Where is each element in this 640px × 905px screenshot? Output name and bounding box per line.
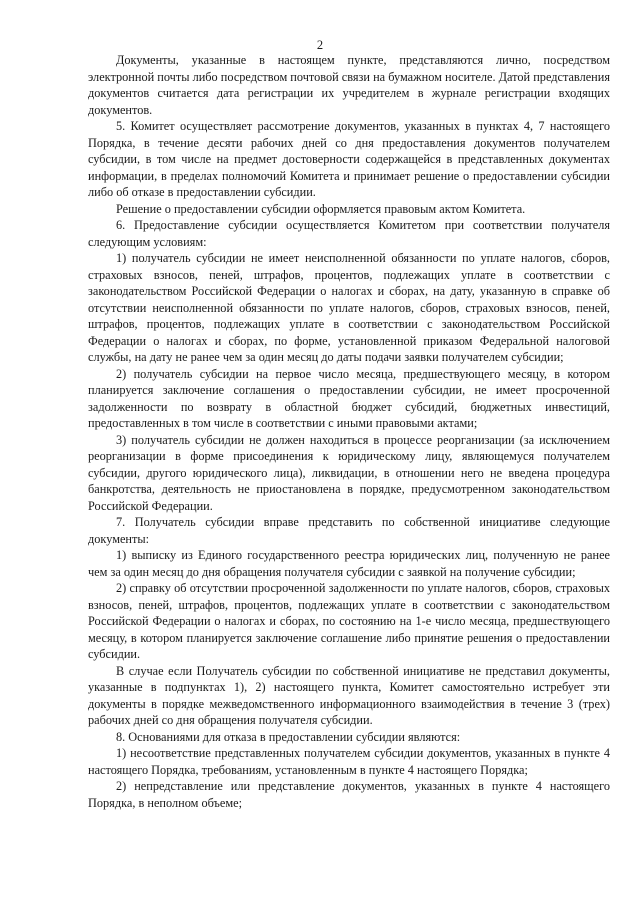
paragraph: В случае если Получатель субсидии по собственной инициативе не представил документы, указанные в подпунктах 1), 2) настоящего пункта, Комитет самостоятельно истребует эти документы в порядке межведомственного информационного взаимодействия в течение 3 (трех) рабочих дней со дня обращения получателя субсидии.	[88, 663, 610, 727]
page-number: 2	[316, 38, 324, 52]
paragraph: 2) непредставление или представление документов, указанных в пункте 4 настоящего Порядка, в неполном объеме;	[88, 779, 610, 810]
paragraph: 2) получатель субсидии на первое число месяца, предшествующего месяцу, в котором планируется заключение соглашения о предоставлении субсидии, не имеет просроченной задолженности по возврату в областной бюджет субсидий, бюджетных инвестиций, предоставленных в том числе в соответствии с иными правовыми актами;	[88, 366, 610, 430]
paragraph: 1) выписку из Единого государственного реестра юридических лиц, полученную не ранее чем за один месяц до дня обращения получателя субсидии с заявкой на получение субсидии;	[88, 548, 610, 579]
paragraph: 6. Предоставление субсидии осуществляется Комитетом при соответствии получателя следующим условиям:	[88, 218, 610, 249]
paragraph: Решение о предоставлении субсидии оформляется правовым актом Комитета.	[116, 201, 526, 216]
paragraph: 8. Основаниями для отказа в предоставлении субсидии являются:	[116, 729, 461, 744]
paragraph: 1) несоответствие представленных получателем субсидии документов, указанных в пункте 4 настоящего Порядка, требованиям, установленным в пункте 4 настоящего Порядка;	[88, 746, 610, 777]
paragraph: 2) справку об отсутствии просроченной задолженности по уплате налогов, сборов, страховых взносов, пеней, штрафов, процентов, подлежащих уплате в соответствии с законодательством Российской Федерации о налогах и сборах, по состоянию на 1-е число месяца, предшествующего месяцу, в котором планируется заключение соглашение либо принятие решения о предоставлении субсидии.	[88, 581, 610, 661]
document-body	[88, 52, 610, 811]
paragraph: 1) получатель субсидии не имеет неисполненной обязанности по уплате налогов, сборов, страховых взносов, пеней, штрафов, процентов, подлежащих уплате в соответствии с законодательством Российской Федерации о налогах и сборах, на дату, указанную в справке об отсутствии неисполненной обязанности по уплате налогов, сборов, страховых взносов, пеней, штрафов, процентов, подлежащих уплате в соответствии с законодательством Российской Федерации о налогах и сборах, по форме, установленной приказом Федеральной налоговой службы, на дату не ранее чем за один месяц до даты подачи заявки получателем субсидии;	[88, 251, 610, 364]
paragraph: 7. Получатель субсидии вправе представить по собственной инициативе следующие документы:	[88, 515, 610, 546]
paragraph: Документы, указанные в настоящем пункте, представляются лично, посредством электронной почты либо посредством почтовой связи на бумажном носителе. Датой представления документов считается дата регистрации их учредителем в журнале регистрации входящих документов.	[88, 53, 610, 117]
paragraph: 5. Комитет осуществляет рассмотрение документов, указанных в пунктах 4, 7 настоящего Порядка, в течение десяти рабочих дней со дня предоставления документов получателем субсидии, в том числе на предмет достоверности содержащейся в представленных документах информации, в пределах полномочий Комитета и принимает решение о предоставлении субсидии либо об отказе в предоставлении субсидии.	[88, 119, 610, 199]
paragraph: 3) получатель субсидии не должен находиться в процессе реорганизации (за исключением реорганизации в форме присоединения к юридическому лицу, являющемуся получателем субсидии, другого юридического лица), ликвидации, в отношении него не введена процедура банкротства, деятельность не приостановлена в порядке, предусмотренном законодательством Российской Федерации.	[88, 432, 610, 513]
